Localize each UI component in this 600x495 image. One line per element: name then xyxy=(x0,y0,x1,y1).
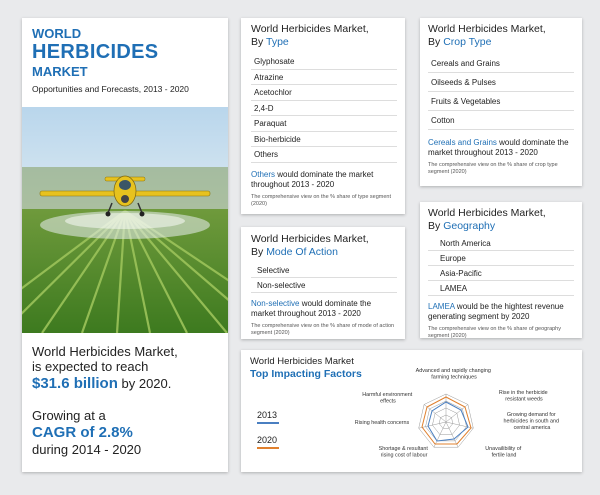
growing-label: Growing at a xyxy=(32,408,106,423)
card-title-by-line xyxy=(428,220,574,233)
by-year-label: by 2020. xyxy=(121,375,172,391)
legend-2020 xyxy=(257,435,279,449)
factors-subtitle: Top Impacting Factors xyxy=(250,368,362,380)
card-title-by-line xyxy=(428,36,574,49)
crop-dominant-text xyxy=(428,138,574,158)
factor-label-bottom-left: Shortage & resultant rising cost of labour xyxy=(378,446,428,459)
legend-2013-swatch xyxy=(257,422,279,424)
legend-2013-label: 2013 xyxy=(257,410,278,420)
list-item: Cotton xyxy=(428,111,574,130)
card-title-prefix: World Herbicides Market, xyxy=(428,207,546,219)
card-title-by: By xyxy=(428,36,441,49)
expected-line1: World Herbicides Market, xyxy=(32,344,178,359)
list-item: Bio-herbicide xyxy=(251,132,397,148)
list-item: Others xyxy=(251,147,397,163)
factor-label-left: Rising health concerns xyxy=(354,420,410,426)
poster-subtitle: Opportunities and Forecasts, 2013 - 2020 xyxy=(32,84,189,94)
during-label: during 2014 - 2020 xyxy=(32,441,142,457)
expected-line3 xyxy=(32,375,178,392)
crop-note: The comprehensive view on the % share of crop type segment (2020) xyxy=(428,162,558,176)
mode-of-action-card xyxy=(241,227,405,339)
list-item: Glyphosate xyxy=(251,54,397,70)
geography-card xyxy=(420,202,582,338)
factor-label-bottom-right: Unavailibility of fertile land xyxy=(485,446,522,459)
card-title-prefix: World Herbicides Market, xyxy=(251,233,369,245)
list-item: Oilseeds & Pulses xyxy=(428,73,574,92)
list-item: Acetochlor xyxy=(251,85,397,101)
list-item: North America xyxy=(428,236,574,251)
type-note: The comprehensive view on the % share of type segment (2020) xyxy=(251,193,392,207)
type-card-title xyxy=(251,23,397,49)
card-title-highlight: Type xyxy=(266,36,289,49)
poster-card xyxy=(22,18,228,472)
geo-note: The comprehensive view on the % share of geography segment (2020) xyxy=(428,326,561,340)
dominant-text: would dominate the market throughout 2013 - 2020 xyxy=(251,169,374,189)
poster-title-line3: MARKET xyxy=(32,64,88,79)
list-item: Fruits & Vegetables xyxy=(428,92,574,111)
list-item: 2,4-D xyxy=(251,101,397,117)
radar-chart xyxy=(336,364,576,468)
list-item: Atrazine xyxy=(251,70,397,86)
factor-label-right: Growing demand for herbicides in south and central america xyxy=(503,412,559,431)
factors-title: World Herbicides Market xyxy=(250,356,354,367)
list-item: Paraquat xyxy=(251,116,397,132)
list-item: Cereals and Grains xyxy=(428,54,574,73)
expected-text xyxy=(32,345,178,392)
card-title-by: By xyxy=(428,220,441,233)
geo-card-title xyxy=(428,207,574,233)
legend-2013 xyxy=(257,410,279,424)
mode-note: The comprehensive view on the % share of mode of action segment (2020) xyxy=(251,323,395,337)
mode-list xyxy=(251,263,397,293)
factor-label-top-right: Rise in the herbicide resistant weeds xyxy=(498,390,548,403)
dominant-text: would be the hightest revenue generating segment by 2020 xyxy=(428,302,564,322)
list-item: Asia-Pacific xyxy=(428,266,574,281)
crop-duster-photo xyxy=(22,107,228,333)
card-title-by-line xyxy=(251,36,397,49)
type-list xyxy=(251,54,397,163)
card-title-highlight: Mode Of Action xyxy=(266,246,338,259)
card-title-by-line xyxy=(251,246,397,259)
poster-title-line2: HERBICIDES xyxy=(32,41,159,63)
market-value: $31.6 billion xyxy=(32,374,118,392)
factor-label-top-left: Harmful environment effects xyxy=(362,392,413,405)
dominant-segment: Others xyxy=(251,169,276,179)
dominant-text: would dominate the market throughout 2013 - 2020 xyxy=(428,138,569,158)
type-dominant-text xyxy=(251,170,397,190)
card-title-prefix: World Herbicides Market, xyxy=(251,23,369,35)
list-item: LAMEA xyxy=(428,281,574,296)
poster-title-line1: WORLD xyxy=(32,26,82,41)
list-item: Europe xyxy=(428,251,574,266)
crop-list xyxy=(428,54,574,130)
card-title-prefix: World Herbicides Market, xyxy=(428,23,546,35)
dominant-segment: LAMEA xyxy=(428,302,455,312)
dominant-segment: Cereals and Grains xyxy=(428,138,497,148)
card-title-highlight: Crop Type xyxy=(443,36,492,49)
dominant-segment: Non-selective xyxy=(251,299,300,309)
cagr-text xyxy=(32,408,141,457)
legend-2020-label: 2020 xyxy=(257,435,278,445)
mode-card-title xyxy=(251,233,397,259)
factor-label-top: Advanced and rapidly changing farming techniques xyxy=(415,368,491,381)
geo-list xyxy=(428,236,574,296)
geo-dominant-text xyxy=(428,302,574,322)
expected-line2: is expected to reach xyxy=(32,358,149,374)
cagr-value: CAGR of 2.8% xyxy=(32,423,133,441)
radar-series-2013 xyxy=(428,402,468,441)
type-card xyxy=(241,18,405,214)
card-title-highlight: Geography xyxy=(443,220,496,233)
list-item: Non-selective xyxy=(251,278,397,293)
mode-dominant-text xyxy=(251,299,397,319)
crop-type-card xyxy=(420,18,582,186)
card-title-by: By xyxy=(251,246,264,259)
legend-2020-swatch xyxy=(257,447,279,449)
crop-card-title xyxy=(428,23,574,49)
list-item: Selective xyxy=(251,263,397,278)
impacting-factors-card xyxy=(241,350,582,472)
dominant-text: would dominate the market throughout 2013 - 2020 xyxy=(251,299,372,319)
card-title-by: By xyxy=(251,36,264,49)
